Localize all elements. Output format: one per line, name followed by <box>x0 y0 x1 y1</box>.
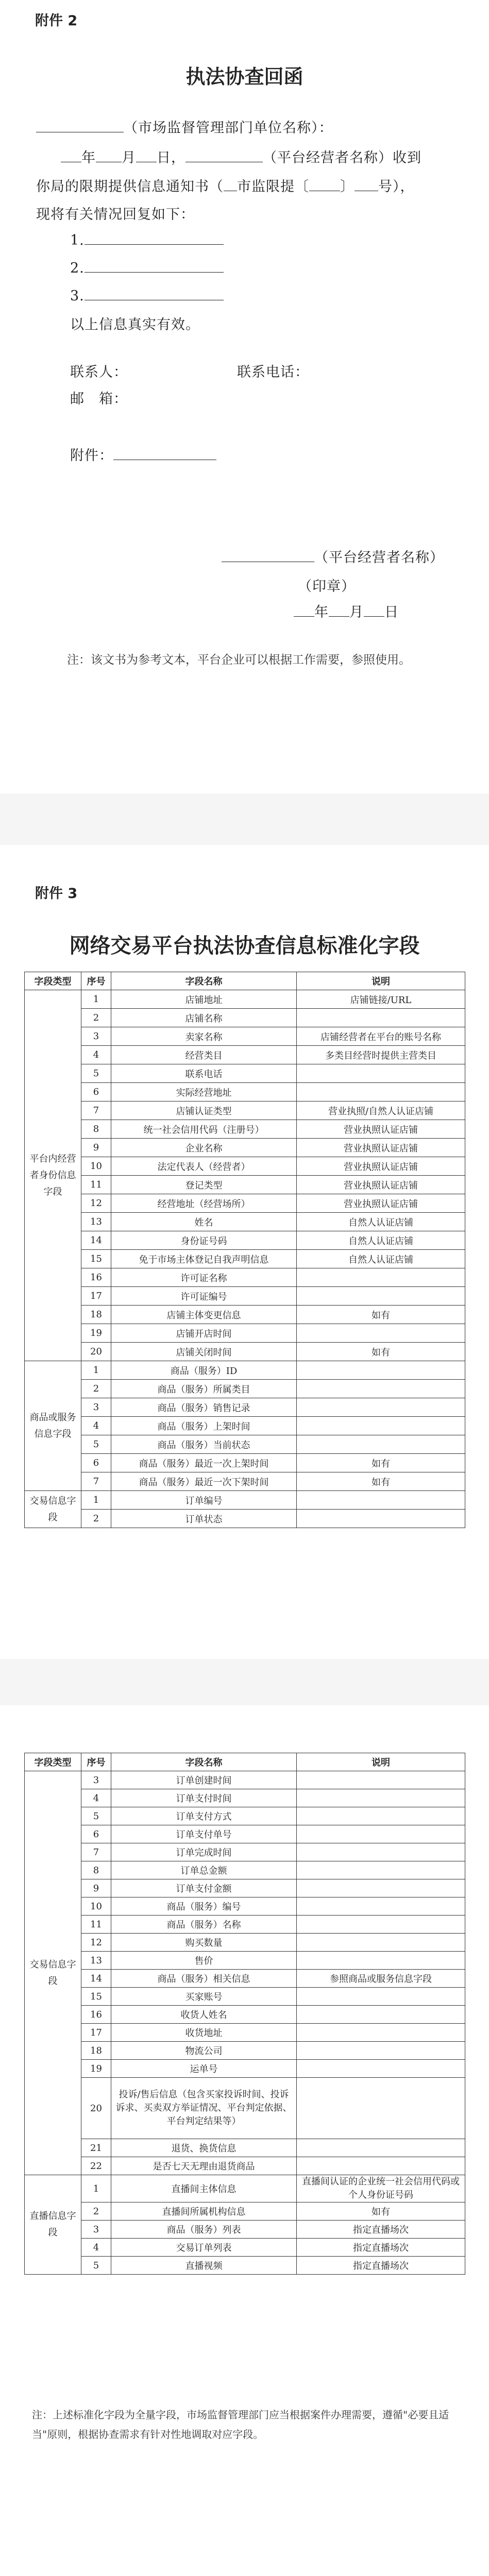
seq-cell: 18 <box>81 2042 111 2060</box>
table-row <box>25 1064 465 1083</box>
description-cell <box>297 1435 465 1454</box>
fields-table-part-2 <box>24 1753 465 2275</box>
seq-cell: 1 <box>81 1361 111 1380</box>
seq-cell: 19 <box>81 2060 111 2078</box>
line-reply-intro: 现将有关情况回复如下： <box>36 207 195 223</box>
field-name-cell: 商品（服务）编号 <box>111 1897 297 1916</box>
field-name-cell: 直播视频 <box>111 2257 297 2275</box>
field-name-cell: 身份证号码 <box>111 1231 297 1250</box>
description-cell: 指定直播场次 <box>297 2257 465 2275</box>
table-row <box>25 2175 465 2202</box>
field-name-cell: 订单总金额 <box>111 1861 297 1879</box>
field-name-cell: 许可证名称 <box>111 1268 297 1287</box>
seq-cell: 9 <box>81 1879 111 1897</box>
seq-cell: 3 <box>81 2221 111 2239</box>
table-row <box>25 1194 465 1213</box>
field-name-cell: 订单支付方式 <box>111 1807 297 1825</box>
description-cell <box>297 1380 465 1398</box>
description-cell <box>297 1807 465 1825</box>
field-name-cell: 法定代表人（经营者） <box>111 1157 297 1176</box>
table-row <box>25 2221 465 2239</box>
description-cell <box>297 1934 465 1952</box>
field-name-cell: 收货人姓名 <box>111 2006 297 2024</box>
seq-cell: 2 <box>81 1510 111 1528</box>
field-name-cell: 商品（服务）销售记录 <box>111 1398 297 1417</box>
description-cell <box>297 2006 465 2024</box>
description-cell <box>297 1771 465 1789</box>
table-row <box>25 1988 465 2006</box>
fields-table-part-1 <box>24 972 465 1528</box>
table-row <box>25 1472 465 1491</box>
field-name-cell: 直播间所属机构信息 <box>111 2202 297 2221</box>
seq-cell: 3 <box>81 1398 111 1417</box>
contact-label: 联系人： <box>70 364 128 380</box>
page-annex-3-part-1 <box>0 845 489 1659</box>
header-description: 说明 <box>297 972 465 990</box>
table-row <box>25 2239 465 2257</box>
table-body <box>25 990 465 1528</box>
field-name-cell: 实际经营地址 <box>111 1083 297 1101</box>
description-cell <box>297 2024 465 2042</box>
table-row <box>25 1398 465 1417</box>
table-row <box>25 1324 465 1343</box>
description-cell: 店铺链接/URL <box>297 990 465 1009</box>
seq-cell: 10 <box>81 1157 111 1176</box>
field-name-cell: 买家账号 <box>111 1988 297 2006</box>
field-name-cell: 统一社会信用代码（注册号） <box>111 1120 297 1139</box>
seq-cell: 13 <box>81 1952 111 1970</box>
description-cell <box>297 1324 465 1343</box>
description-cell <box>297 2078 465 2139</box>
table-row <box>25 1361 465 1380</box>
seq-cell: 4 <box>81 2239 111 2257</box>
table-row <box>25 1417 465 1435</box>
table-row <box>25 1510 465 1528</box>
description-cell: 直播间认证的企业统一社会信用代码或个人身份证号码 <box>297 2175 465 2202</box>
field-name-cell: 店铺认证类型 <box>111 1101 297 1120</box>
seq-cell: 4 <box>81 1046 111 1064</box>
description-cell <box>297 1952 465 1970</box>
table-row <box>25 2042 465 2060</box>
table-row <box>25 2202 465 2221</box>
seq-cell: 15 <box>81 1250 111 1268</box>
field-name-cell: 登记类型 <box>111 1176 297 1194</box>
table-row <box>25 2024 465 2042</box>
field-name-cell: 商品（服务）当前状态 <box>111 1435 297 1454</box>
seq-cell: 20 <box>81 2078 111 2139</box>
field-name-cell: 商品（服务）名称 <box>111 1916 297 1934</box>
sign-date: 年 月 日 <box>294 601 399 621</box>
table-body <box>25 1771 465 2275</box>
seq-cell: 16 <box>81 2006 111 2024</box>
email-label: 邮 箱： <box>70 391 128 407</box>
seq-cell: 10 <box>81 1897 111 1916</box>
field-name-cell: 直播间主体信息 <box>111 2175 297 2202</box>
field-name-cell: 店铺开店时间 <box>111 1324 297 1343</box>
seq-cell: 13 <box>81 1213 111 1231</box>
field-name-cell: 投诉/售后信息（包含买家投诉时间、投诉诉求、买卖双方举证情况、平台判定依据、平台判定结果等） <box>111 2078 297 2139</box>
description-cell <box>297 1897 465 1916</box>
description-cell: 指定直播场次 <box>297 2221 465 2239</box>
table-row <box>25 1027 465 1046</box>
field-name-cell: 运单号 <box>111 2060 297 2078</box>
description-cell: 自然人认证店铺 <box>297 1250 465 1268</box>
field-name-cell: 姓名 <box>111 1213 297 1231</box>
field-name-cell: 商品（服务）最近一次下架时间 <box>111 1472 297 1491</box>
seq-cell: 21 <box>81 2139 111 2157</box>
seq-cell: 1 <box>81 2175 111 2202</box>
description-cell: 参照商品或服务信息字段 <box>297 1970 465 1988</box>
header-field-type: 字段类型 <box>25 972 81 990</box>
field-name-cell: 收货地址 <box>111 2024 297 2042</box>
table-row <box>25 1157 465 1176</box>
seq-cell: 11 <box>81 1916 111 1934</box>
table-row <box>25 1120 465 1139</box>
reply-item-3: 3. <box>70 286 224 304</box>
description-cell: 自然人认证店铺 <box>297 1231 465 1250</box>
description-cell: 如有 <box>297 2202 465 2221</box>
field-name-cell: 订单创建时间 <box>111 1771 297 1789</box>
table-row <box>25 1380 465 1398</box>
seq-cell: 6 <box>81 1825 111 1843</box>
description-cell <box>297 2157 465 2175</box>
table-row <box>25 2257 465 2275</box>
seq-cell: 15 <box>81 1988 111 2006</box>
table-row <box>25 1287 465 1306</box>
attachment-line: 附件： <box>70 444 216 464</box>
description-cell: 店铺经营者在平台的账号名称 <box>297 1027 465 1046</box>
seq-cell: 18 <box>81 1306 111 1324</box>
page-annex-3-part-2 <box>0 1705 489 2576</box>
seq-cell: 8 <box>81 1120 111 1139</box>
field-name-cell: 店铺关闭时间 <box>111 1343 297 1361</box>
description-cell: 指定直播场次 <box>297 2239 465 2257</box>
table-row <box>25 1101 465 1120</box>
table-header-row <box>25 1753 465 1771</box>
description-cell <box>297 1361 465 1380</box>
field-name-cell: 免于市场主体登记自我声明信息 <box>111 1250 297 1268</box>
seq-cell: 22 <box>81 2157 111 2175</box>
table-row <box>25 2006 465 2024</box>
seq-cell: 7 <box>81 1101 111 1120</box>
field-name-cell: 商品（服务）上架时间 <box>111 1417 297 1435</box>
description-cell <box>297 1268 465 1287</box>
description-cell: 如有 <box>297 1306 465 1324</box>
line-recipient: （市场监督管理部门单位名称）： <box>36 116 333 137</box>
field-name-cell: 售价 <box>111 1952 297 1970</box>
description-cell <box>297 2060 465 2078</box>
description-cell <box>297 1861 465 1879</box>
description-cell <box>297 2139 465 2157</box>
field-name-cell: 交易订单列表 <box>111 2239 297 2257</box>
field-name-cell: 经营类目 <box>111 1046 297 1064</box>
description-cell <box>297 1083 465 1101</box>
annex-3-label: 附件 3 <box>35 886 78 902</box>
field-name-cell: 店铺地址 <box>111 990 297 1009</box>
seq-cell: 9 <box>81 1139 111 1157</box>
table-row <box>25 2060 465 2078</box>
field-type-cell: 交易信息字段 <box>25 1771 81 2175</box>
seq-cell: 1 <box>81 1491 111 1510</box>
seq-cell: 6 <box>81 1083 111 1101</box>
description-cell: 营业执照认证店铺 <box>297 1157 465 1176</box>
seq-cell: 3 <box>81 1027 111 1046</box>
field-name-cell: 商品（服务）相关信息 <box>111 1970 297 1988</box>
seq-cell: 16 <box>81 1268 111 1287</box>
field-name-cell: 商品（服务）列表 <box>111 2221 297 2239</box>
reply-item-1: 1. <box>70 231 224 248</box>
field-name-cell: 是否七天无理由退货商品 <box>111 2157 297 2175</box>
description-cell <box>297 1988 465 2006</box>
phone-label: 联系电话： <box>237 364 309 380</box>
seal-text: （印章） <box>298 579 356 595</box>
seq-cell: 20 <box>81 1343 111 1361</box>
table-row <box>25 1843 465 1861</box>
field-name-cell: 商品（服务）ID <box>111 1361 297 1380</box>
seq-cell: 12 <box>81 1934 111 1952</box>
table-row <box>25 1435 465 1454</box>
seq-cell: 17 <box>81 1287 111 1306</box>
table-row <box>25 1176 465 1194</box>
table-row <box>25 1306 465 1324</box>
table-row <box>25 1771 465 1789</box>
seq-cell: 5 <box>81 2257 111 2275</box>
description-cell <box>297 2042 465 2060</box>
field-name-cell: 联系电话 <box>111 1064 297 1083</box>
description-cell: 多类目经营时提供主营类目 <box>297 1046 465 1064</box>
header-field-type: 字段类型 <box>25 1753 81 1771</box>
description-cell <box>297 1009 465 1027</box>
confirm-text: 以上信息真实有效。 <box>70 317 200 333</box>
signature-line: （平台经营者名称） <box>222 546 444 566</box>
field-type-cell: 商品或服务信息字段 <box>25 1361 81 1491</box>
table-row <box>25 1491 465 1510</box>
field-name-cell: 订单状态 <box>111 1510 297 1528</box>
field-name-cell: 订单完成时间 <box>111 1843 297 1861</box>
description-cell <box>297 1064 465 1083</box>
table-row <box>25 1343 465 1361</box>
annex-3-footnote: 注：上述标准化字段为全量字段，市场监督管理部门应当根据案件办理需要，遵循"必要且适当"原则，根据协查需求有针对性地调取对应字段。 <box>32 2409 449 2441</box>
table-header-row <box>25 972 465 990</box>
annex-3-title: 网络交易平台执法协查信息标准化字段 <box>69 934 420 958</box>
table-row <box>25 1952 465 1970</box>
page-annex-2 <box>0 0 489 793</box>
description-cell <box>297 1510 465 1528</box>
table-row <box>25 990 465 1009</box>
annex-2-label: 附件 2 <box>35 13 78 29</box>
field-name-cell: 商品（服务）最近一次上架时间 <box>111 1454 297 1472</box>
annex-2-title: 执法协查回函 <box>186 65 303 88</box>
seq-cell: 17 <box>81 2024 111 2042</box>
description-cell <box>297 1843 465 1861</box>
seq-cell: 7 <box>81 1843 111 1861</box>
field-type-cell: 直播信息字段 <box>25 2175 81 2275</box>
description-cell <box>297 1879 465 1897</box>
line-notice: 你局的限期提供信息通知书（ 市监限提〔 〕 号）， <box>36 175 415 195</box>
table-row <box>25 1250 465 1268</box>
description-cell: 营业执照认证店铺 <box>297 1176 465 1194</box>
description-cell: 营业执照/自然人认证店铺 <box>297 1101 465 1120</box>
description-cell <box>297 1491 465 1510</box>
seq-cell: 8 <box>81 1861 111 1879</box>
seq-cell: 14 <box>81 1970 111 1988</box>
field-name-cell: 订单编号 <box>111 1491 297 1510</box>
description-cell <box>297 1398 465 1417</box>
field-type-cell: 平台内经营者身份信息字段 <box>25 990 81 1361</box>
seq-cell: 2 <box>81 2202 111 2221</box>
header-seq: 序号 <box>81 972 111 990</box>
description-cell <box>297 1825 465 1843</box>
field-name-cell: 订单支付金额 <box>111 1879 297 1897</box>
header-seq: 序号 <box>81 1753 111 1771</box>
field-name-cell: 物流公司 <box>111 2042 297 2060</box>
table-row <box>25 1213 465 1231</box>
description-cell <box>297 1916 465 1934</box>
seq-cell: 5 <box>81 1807 111 1825</box>
table-row <box>25 1009 465 1027</box>
reply-item-2: 2. <box>70 259 224 276</box>
field-name-cell: 店铺名称 <box>111 1009 297 1027</box>
field-name-cell: 退货、换货信息 <box>111 2139 297 2157</box>
field-name-cell: 订单支付时间 <box>111 1789 297 1807</box>
seq-cell: 4 <box>81 1417 111 1435</box>
header-description: 说明 <box>297 1753 465 1771</box>
header-field-name: 字段名称 <box>111 972 297 990</box>
seq-cell: 1 <box>81 990 111 1009</box>
field-name-cell: 订单支付单号 <box>111 1825 297 1843</box>
table-row <box>25 1231 465 1250</box>
table-row <box>25 1268 465 1287</box>
seq-cell: 5 <box>81 1064 111 1083</box>
seq-cell: 2 <box>81 1380 111 1398</box>
seq-cell: 14 <box>81 1231 111 1250</box>
seq-cell: 3 <box>81 1771 111 1789</box>
description-cell: 自然人认证店铺 <box>297 1213 465 1231</box>
field-name-cell: 商品（服务）所属类目 <box>111 1380 297 1398</box>
field-name-cell: 企业名称 <box>111 1139 297 1157</box>
table-row <box>25 1934 465 1952</box>
field-name-cell: 卖家名称 <box>111 1027 297 1046</box>
seq-cell: 19 <box>81 1324 111 1343</box>
table-row <box>25 2139 465 2157</box>
description-cell <box>297 1287 465 1306</box>
description-cell: 如有 <box>297 1472 465 1491</box>
description-cell: 如有 <box>297 1454 465 1472</box>
table-row <box>25 1825 465 1843</box>
seq-cell: 6 <box>81 1454 111 1472</box>
table-row <box>25 2157 465 2175</box>
field-name-cell: 店铺主体变更信息 <box>111 1306 297 1324</box>
annex-2-note: 注：该文书为参考文本，平台企业可以根据工作需要，参照使用。 <box>67 653 411 667</box>
table-row <box>25 1046 465 1064</box>
seq-cell: 4 <box>81 1789 111 1807</box>
table-row <box>25 1139 465 1157</box>
seq-cell: 11 <box>81 1176 111 1194</box>
table-row <box>25 1916 465 1934</box>
field-name-cell: 经营地址（经营场所） <box>111 1194 297 1213</box>
description-cell <box>297 1417 465 1435</box>
field-name-cell: 许可证编号 <box>111 1287 297 1306</box>
table-row <box>25 1861 465 1879</box>
seq-cell: 2 <box>81 1009 111 1027</box>
table-row <box>25 1897 465 1916</box>
table-row <box>25 1807 465 1825</box>
seq-cell: 12 <box>81 1194 111 1213</box>
field-type-cell: 交易信息字段 <box>25 1491 81 1528</box>
description-cell <box>297 1789 465 1807</box>
header-field-name: 字段名称 <box>111 1753 297 1771</box>
table-row <box>25 1454 465 1472</box>
line-date: 年 月 日， （平台经营者名称）收到 <box>61 146 421 166</box>
description-cell: 营业执照认证店铺 <box>297 1139 465 1157</box>
description-cell: 如有 <box>297 1343 465 1361</box>
description-cell: 营业执照认证店铺 <box>297 1120 465 1139</box>
description-cell: 营业执照认证店铺 <box>297 1194 465 1213</box>
seq-cell: 7 <box>81 1472 111 1491</box>
table-row <box>25 1083 465 1101</box>
table-row <box>25 1879 465 1897</box>
table-row <box>25 2078 465 2139</box>
seq-cell: 5 <box>81 1435 111 1454</box>
field-name-cell: 购买数量 <box>111 1934 297 1952</box>
table-row <box>25 1970 465 1988</box>
table-row <box>25 1789 465 1807</box>
